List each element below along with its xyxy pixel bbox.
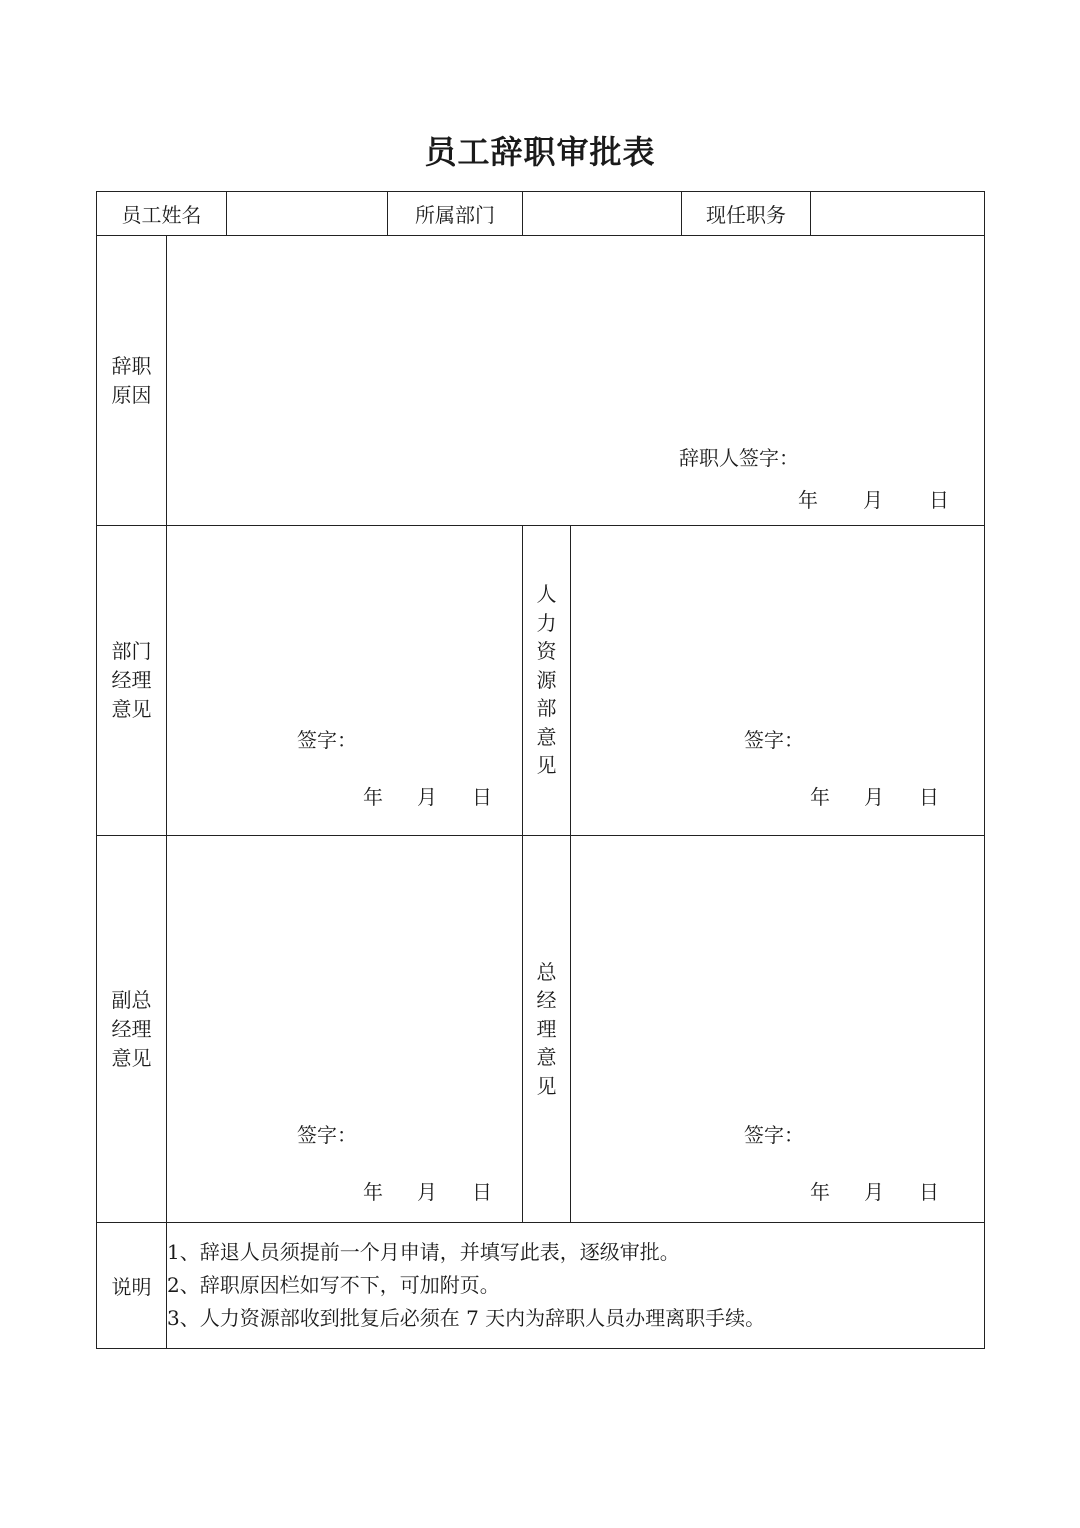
gm-label (523, 836, 571, 1223)
vice-gm-date-year: 年 (363, 1180, 383, 1204)
hr-opinion-field[interactable] (571, 526, 985, 836)
hr-date-year: 年 (810, 785, 830, 809)
department-field[interactable] (523, 192, 682, 236)
hr-date-month: 月 (864, 785, 884, 809)
reason-label-line1: 辞职 (111, 353, 152, 378)
gm-date-year: 年 (810, 1180, 830, 1204)
dept-manager-label-line3: 意见 (111, 697, 152, 721)
dept-manager-date-year: 年 (363, 785, 383, 809)
hr-label (523, 526, 571, 836)
dept-manager-date-day: 日 (472, 785, 492, 809)
resigner-signature-label: 辞职人签字： (679, 446, 799, 470)
employee-name-label: 员工姓名 (97, 192, 227, 236)
gm-label-text: 总 经 理 意 见 (536, 959, 557, 1098)
vice-gm-date-month: 月 (417, 1180, 437, 1204)
reason-date-year: 年 (798, 488, 818, 512)
dept-manager-date-month: 月 (417, 785, 437, 809)
position-field[interactable] (811, 192, 985, 236)
dept-manager-signature-label: 签字： (297, 728, 357, 752)
gm-signature-label: 签字： (744, 1123, 804, 1147)
hr-signature-label: 签字： (744, 728, 804, 752)
notes-label: 说明 (97, 1223, 167, 1349)
vice-gm-label-line3: 意见 (111, 1045, 152, 1070)
hr-date-day: 日 (919, 785, 939, 809)
vice-gm-signature-label: 签字： (297, 1123, 357, 1147)
notes-content (167, 1223, 985, 1349)
note-item-2: 2、辞职原因栏如写不下，可加附页。 (167, 1273, 500, 1297)
vice-gm-label-line1: 副总 (111, 987, 152, 1012)
dept-manager-opinion-field[interactable] (167, 526, 523, 836)
reason-date-month: 月 (863, 488, 883, 512)
hr-label-text: 人 力 资 源 部 意 见 (536, 582, 557, 777)
vice-gm-date-day: 日 (472, 1180, 492, 1204)
reason-label-line2: 原因 (111, 382, 152, 407)
note-item-3: 3、人力资源部收到批复后必须在 7 天内为辞职人员办理离职手续。 (167, 1306, 766, 1330)
gm-opinion-field[interactable] (571, 836, 985, 1223)
page-title: 员工辞职审批表 (424, 133, 656, 171)
gm-date-day: 日 (919, 1180, 939, 1204)
dept-manager-label-line1: 部门 (111, 639, 152, 663)
reason-field[interactable] (167, 236, 985, 526)
employee-name-field[interactable] (227, 192, 388, 236)
vice-gm-label (97, 836, 167, 1223)
department-label: 所属部门 (388, 192, 523, 236)
dept-manager-label (97, 526, 167, 836)
note-item-1: 1、辞退人员须提前一个月申请，并填写此表，逐级审批。 (167, 1240, 680, 1264)
reason-date-day: 日 (929, 488, 949, 512)
reason-label (97, 236, 167, 526)
vice-gm-opinion-field[interactable] (167, 836, 523, 1223)
gm-date-month: 月 (864, 1180, 884, 1204)
dept-manager-label-line2: 经理 (111, 668, 152, 692)
resignation-approval-form (96, 191, 985, 1349)
position-label: 现任职务 (682, 192, 811, 236)
vice-gm-label-line2: 经理 (111, 1016, 152, 1041)
